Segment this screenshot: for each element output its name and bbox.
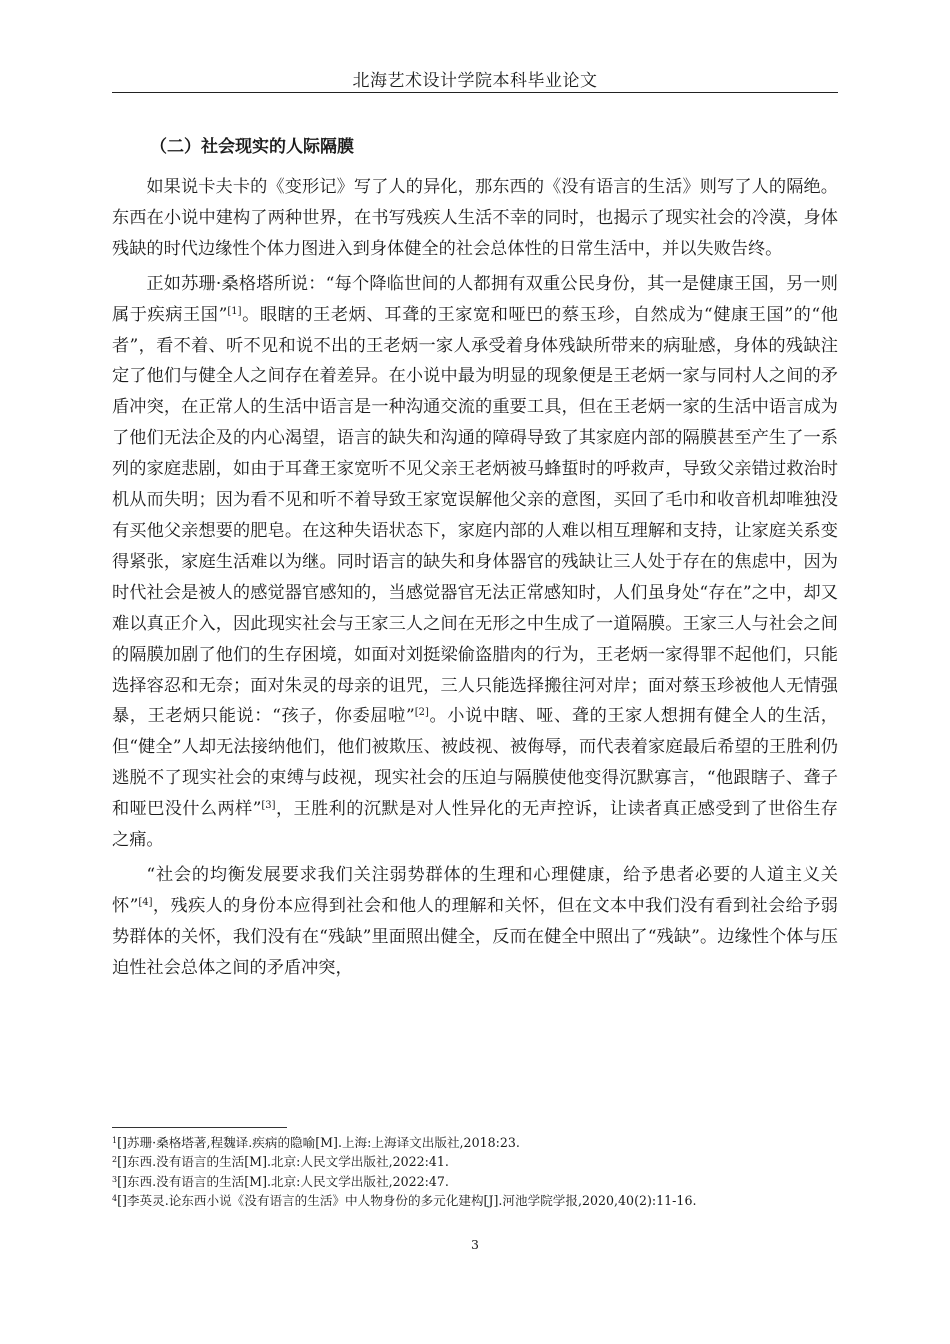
footnote-marker-4: 4 <box>112 1194 118 1204</box>
paragraph-2-part-d: ，王胜利的沉默是对人性异化的无声控诉，让读者真正感受到了世俗生存之痛。 <box>112 799 838 851</box>
footnote-text-2: []东西.没有语言的生活[M].北京:人民文学出版社,2022:41. <box>117 1154 449 1170</box>
footnote-marker-1: 1 <box>112 1136 118 1145</box>
footnote-marker-2: 2 <box>112 1155 118 1165</box>
paragraph-2 <box>112 269 838 856</box>
paragraph-1: 如果说卡夫卡的《变形记》写了人的异化，那东西的《没有语言的生活》则写了人的隔绝。东西在小说中建构了两种世界，在书写残疾人生活不幸的同时，也揭示了现实社会的冷漠，身体残缺的时代边缘性个体力图进入到身体健全的社会总体性的日常生活中，并以失败告终。 <box>112 177 838 259</box>
body-text <box>112 172 838 988</box>
footnote-text-4: []李英灵.论东西小说《没有语言的生活》中人物身份的多元化建构[J].河池学院学报,2020,40(2):11-16. <box>117 1193 697 1209</box>
paragraph-2-part-b: 。眼瞎的王老炳、耳聋的王家宽和哑巴的蔡玉珍，自然成为“健康王国”的“他者”，看不着、听不见和说不出的王老炳一家人承受着身体残缺所带来的病耻感，身体的残缺注定了他们与健全人之间存在着差异。在小说中最为明显的现象便是王老炳一家与同村人之间的矛盾冲突，在正常人的生活中语言是一种沟通交流的重要工具，但在王老炳一家的生活中语言成为了他们无法企及的内心渴望，语言的缺失和沟通的障碍导致了其家庭内部的隔膜甚至产生了一系列的家庭悲剧，如由于耳聋王家宽听不见父亲王老炳被马蜂蜇时的呼救声，导致父亲错过救治时机从而失明；因为看不见和听不着导致王家宽误解他父亲的意图，买回了毛巾和收音机却唯独没有买他父亲想要的肥皂。在这种失语状态下，家庭内部的人难以相互理解和支持，让家庭关系变得紧张，家庭生活难以为继。同时语言的缺失和身体器官的残缺让三人处于存在的焦虑中，因为时代社会是被人的感觉器官感知的，当感觉器官无法正常感知时，人们虽身处“存在”之中，却又难以真正介入，因此现实社会与王家三人之间在无形之中生成了一道隔膜。王家三人与社会之间的隔膜加剧了他们的生存困境，如面对刘挺梁偷盗腊肉的行为，王老炳一家得罪不起他们，只能选择容忍和无奈；面对朱灵的母亲的诅咒，三人只能选择搬往河对岸；面对蔡玉珍被他人无情强暴，王老炳只能说：“孩子，你委屈啦” <box>112 304 838 727</box>
paragraph-3-part-a: “社会的均衡发展要求我们关注弱势群体的生理和心理健康，给予患者必要的人道主义关怀” <box>112 864 838 916</box>
paragraph-2-part-a: 正如苏珊·桑格塔所说：“每个降临世间的人都拥有双重公民身份，其一是健康王国，另一则属于疾病王国” <box>112 273 838 325</box>
footnote-marker-3: 3 <box>112 1174 118 1184</box>
paragraph-2-part-c: 。小说中瞎、哑、聋的王家人想拥有健全人的生活，但“健全”人却无法接纳他们，他们被欺压、被歧视、被侮辱，而代表着家庭最后希望的王胜利仍逃脱不了现实社会的束缚与歧视，现实社会的压迫与隔膜使他变得沉默寡言，“他跟瞎子、聋子和哑巴没什么两样” <box>112 706 838 820</box>
page-number: 3 <box>471 1237 479 1252</box>
section-heading: （二）社会现实的人际隔膜 <box>150 137 354 157</box>
paragraph-3 <box>112 860 838 984</box>
footnote-4 <box>112 1191 838 1210</box>
footnotes <box>112 1133 838 1211</box>
paragraph-3-part-b: ，残疾人的身份本应得到社会和他人的理解和关怀，但在文本中我们没有看到社会给予弱势群体的关怀，我们没有在“残缺”里面照出健全，反而在健全中照出了“残缺”。边缘性个体与压迫性社会总体之间的矛盾冲突， <box>112 895 838 978</box>
footnote-2 <box>112 1152 838 1171</box>
running-header: 北海艺术设计学院本科毕业论文 <box>352 71 598 91</box>
citation-ref-1[interactable]: [1] <box>227 305 242 317</box>
footnote-text-1: []苏珊·桑格塔著,程魏译.疾病的隐喻[M].上海:上海译文出版社,2018:23. <box>117 1135 520 1150</box>
footnote-3 <box>112 1172 838 1191</box>
citation-ref-2[interactable]: [2] <box>414 707 429 719</box>
footnote-divider <box>112 1127 287 1128</box>
footnote-text-3: []东西.没有语言的生活[M].北京:人民文学出版社,2022:47. <box>117 1173 449 1189</box>
header-divider <box>112 92 838 93</box>
citation-ref-4[interactable]: [4] <box>138 896 153 908</box>
footnote-1 <box>112 1133 838 1152</box>
citation-ref-3[interactable]: [3] <box>261 800 276 812</box>
